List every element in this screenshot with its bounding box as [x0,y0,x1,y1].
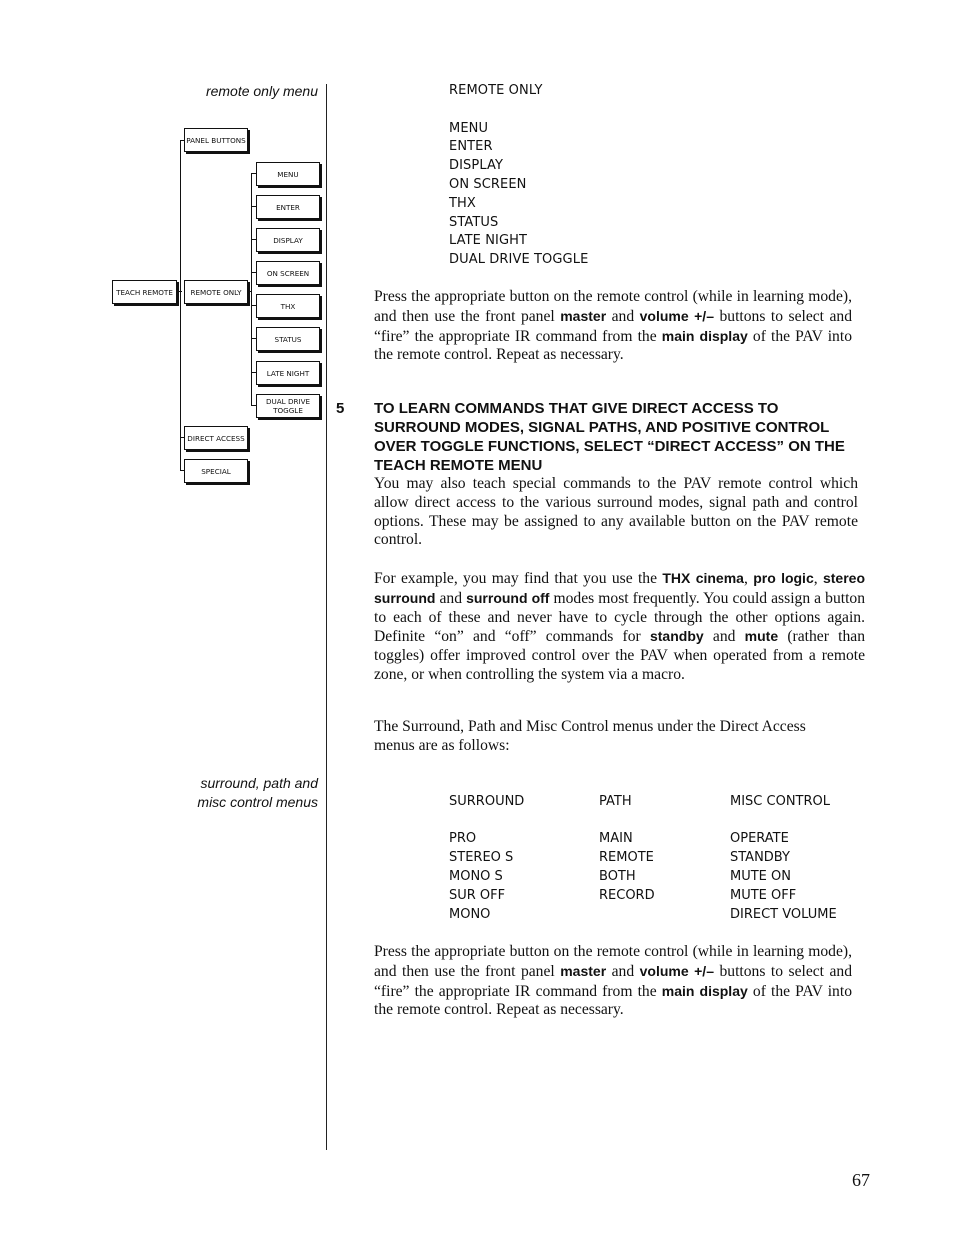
column-item: REMOTE [599,850,654,865]
list-item: DUAL DRIVE TOGGLE [449,252,589,268]
keyword-stereo-surround: stereo surround [374,570,865,606]
text: and [435,589,467,607]
menu-box: MENU [256,162,320,186]
direct-access-box: DIRECT ACCESS [184,426,248,450]
caption-line: misc control menus [197,794,318,810]
paragraph-example [374,569,865,685]
column-header: MISC CONTROL [730,794,830,809]
connector [180,140,181,470]
path-column [599,792,719,905]
remote-only-box: REMOTE ONLY [184,280,248,304]
keyword-master: master [560,307,607,324]
paragraph-learning-1 [374,288,852,365]
text: , [743,570,754,587]
list-item: MENU [449,120,489,136]
list-item: LATE NIGHT [449,233,528,249]
display-box: DISPLAY [256,228,320,252]
list-item: THX [449,195,476,211]
column-header: PATH [599,794,632,809]
text: Press the appropriate button on the remote control (while in learning mode), and then use the front panel [374,943,852,980]
enter-box: ENTER [256,195,320,219]
column-divider [326,84,327,1150]
list-item: ON SCREEN [449,176,527,192]
surround-column [449,792,589,924]
panel-buttons-box: PANEL BUTTONS [184,128,248,152]
column-header: SURROUND [449,794,525,809]
text: modes most frequently. You could assign a button to each of these and never have to cycle through the other options again. Definite “on” and “off” commands for [374,589,866,646]
text: and [606,307,640,325]
keyword-surround-off: surround off [466,589,550,606]
column-item: PRO [449,831,477,846]
column-item: BOTH [599,869,636,884]
keyword-main-display: main display [661,327,748,344]
column-item: MUTE OFF [730,888,797,903]
connector [251,173,252,405]
column-item: MAIN [599,831,633,846]
section-heading: TO LEARN COMMANDS THAT GIVE DIRECT ACCESS TO SURROUND MODES, SIGNAL PATHS, AND POSITIVE CONTROL OVER TOGGLE FUNCTIONS, SELECT “DIRECT ACCESS” ON THE TEACH REMOTE MENU [374,400,845,474]
remote-only-list [449,82,749,270]
column-item: OPERATE [730,831,789,846]
column-item: STANDBY [730,850,790,865]
keyword-mute: mute [744,628,779,645]
caption-line: surround, path and [200,775,318,791]
text: buttons to select and “fire” the appropriate IR command from the [374,307,853,345]
column-item: MONO [449,907,491,922]
column-item: STEREO S [449,850,514,865]
text: Press the appropriate button on the remote control (while in learning mode), and then use the front panel [374,288,852,325]
column-item: MUTE ON [730,869,791,884]
column-item: SUR OFF [449,888,506,903]
keyword-pro-logic: pro logic [753,570,814,586]
list-title: REMOTE ONLY [449,83,543,98]
teach-remote-box: TEACH REMOTE [112,280,177,304]
text: For example, you may find that you use the [374,570,663,587]
text: , [813,570,823,587]
column-item: MONO S [449,869,503,884]
text: and [703,628,745,646]
on-screen-box: ON SCREEN [256,261,320,285]
keyword-volume: volume +/– [639,307,714,324]
dual-drive-toggle-box: DUAL DRIVE TOGGLE [256,394,320,418]
special-box: SPECIAL [184,459,248,483]
status-box: STATUS [256,327,320,351]
text: of the PAV into the remote control. Repeat as necessary. [374,982,852,1019]
surround-menus-caption [150,774,318,812]
section-intro: You may also teach special commands to the PAV remote control which allow direct access to the various surround modes, signal path and control options. These may be assigned to any available button on the PAV remote control. [374,475,858,549]
list-item: STATUS [449,214,499,230]
keyword-master: master [560,962,607,979]
text: buttons to select and “fire” the appropriate IR command from the [374,962,853,1000]
paragraph-menus-intro: The Surround, Path and Misc Control menus under the Direct Access menus are as follows: [374,718,806,754]
keyword-main-display: main display [661,982,748,999]
paragraph-learning-2 [374,943,852,1020]
list-item: DISPLAY [449,158,504,174]
text: of the PAV into the remote control. Repeat as necessary. [374,327,852,364]
misc-control-column [730,792,880,924]
text: (rather than toggles) offer improved control over the PAV when operated from a remote zone, or when controlling the system via a macro. [374,628,866,683]
list-item: ENTER [449,139,493,155]
late-night-box: LATE NIGHT [256,361,320,385]
column-item: RECORD [599,888,655,903]
keyword-volume: volume +/– [639,962,714,979]
page-number: 67 [852,1170,870,1190]
thx-box: THX [256,294,320,318]
section-number: 5 [336,400,345,417]
text: and [606,962,640,980]
keyword-thx-cinema: THX cinema [662,570,744,586]
column-item: DIRECT VOLUME [730,907,837,922]
keyword-standby: standby [649,628,704,645]
remote-only-menu-caption: remote only menu [205,83,318,99]
